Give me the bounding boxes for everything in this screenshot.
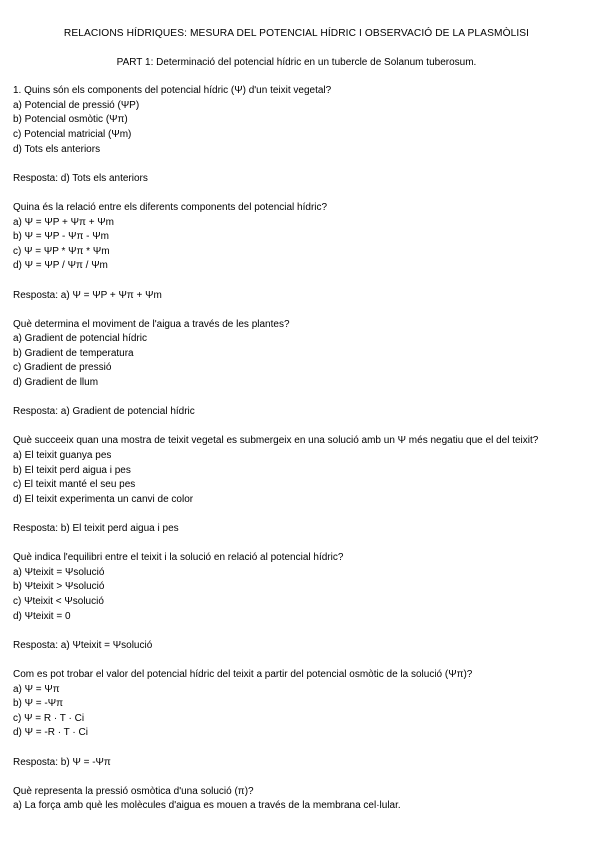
option: d) Ψ = ΨP / Ψπ / Ψm — [13, 260, 108, 272]
question-text: Què representa la pressió osmòtica d'una solució (π)? — [13, 785, 254, 797]
option: c) El teixit manté el seu pes — [13, 479, 136, 491]
option: a) Ψ = Ψπ — [13, 683, 60, 695]
question-block — [13, 434, 560, 507]
question-text: Què indica l'equilibri entre el teixit i la solució en relació al potencial hídric? — [13, 552, 344, 564]
question-text: Quina és la relació entre els diferents components del potencial hídric? — [13, 201, 328, 213]
question-block — [13, 785, 560, 814]
document-subtitle: PART 1: Determinació del potencial hídric en un tubercle de Solanum tuberosum. — [116, 56, 477, 68]
option: d) El teixit experimenta un canvi de color — [13, 493, 194, 505]
question-block — [13, 201, 560, 274]
option: c) Ψ = ΨP * Ψπ * Ψm — [13, 245, 110, 257]
option: a) Gradient de potencial hídric — [13, 333, 147, 345]
option: a) Ψteixit = Ψsolució — [13, 566, 105, 578]
option: a) El teixit guanya pes — [13, 450, 112, 462]
question-block — [13, 668, 560, 741]
option: a) La força amb què les molècules d'aigua es mouen a través de la membrana cel·lular. — [13, 800, 401, 812]
option: d) Tots els anteriors — [13, 143, 101, 155]
option: b) El teixit perd aigua i pes — [13, 464, 131, 476]
option: d) Ψteixit = 0 — [13, 610, 71, 622]
answer-text: Resposta: a) Gradient de potencial hídric — [13, 406, 195, 418]
option: b) Gradient de temperatura — [13, 347, 134, 359]
answer-text: Resposta: b) El teixit perd aigua i pes — [13, 523, 179, 534]
question-block — [13, 84, 560, 157]
option: b) Potencial osmòtic (Ψπ) — [13, 114, 128, 126]
answer-text: Resposta: b) Ψ = -Ψπ — [13, 756, 111, 768]
option: b) Ψ = -Ψπ — [13, 698, 64, 710]
option: a) Potencial de pressió (ΨP) — [13, 99, 140, 111]
answer-text: Resposta: a) Ψteixit = Ψsolució — [13, 639, 153, 651]
option: c) Gradient de pressió — [13, 362, 112, 374]
question-text: Què succeeix quan una mostra de teixit vegetal es submergeix en una solució amb un Ψ més negatiu que el del teixit? — [13, 435, 539, 447]
option: a) Ψ = ΨP + Ψπ + Ψm — [13, 216, 114, 228]
option: b) Ψteixit > Ψsolució — [13, 581, 105, 593]
option: c) Potencial matricial (Ψm) — [13, 128, 132, 140]
answer-text: Resposta: d) Tots els anteriors — [13, 172, 148, 184]
option: c) Ψ = R · T · Ci — [13, 712, 85, 724]
question-text: Què determina el moviment de l'aigua a través de les plantes? — [13, 318, 290, 330]
question-text: 1. Quins són els components del potencial hídric (Ψ) d'un teixit vegetal? — [13, 85, 332, 97]
option: b) Ψ = ΨP - Ψπ - Ψm — [13, 231, 109, 243]
option: d) Gradient de llum — [13, 377, 99, 389]
question-block — [13, 318, 560, 391]
answer-text: Resposta: a) Ψ = ΨP + Ψπ + Ψm — [13, 289, 162, 301]
question-block — [13, 551, 560, 624]
option: c) Ψteixit < Ψsolució — [13, 595, 104, 607]
document-title: RELACIONS HÍDRIQUES: MESURA DEL POTENCIAL HÍDRIC I OBSERVACIÓ DE LA PLASMÒLISI — [63, 28, 530, 39]
option: d) Ψ = -R · T · Ci — [13, 727, 88, 739]
question-text: Com es pot trobar el valor del potencial hídric del teixit a partir del potencial osmòtic de la solució (Ψπ)? — [13, 668, 473, 680]
